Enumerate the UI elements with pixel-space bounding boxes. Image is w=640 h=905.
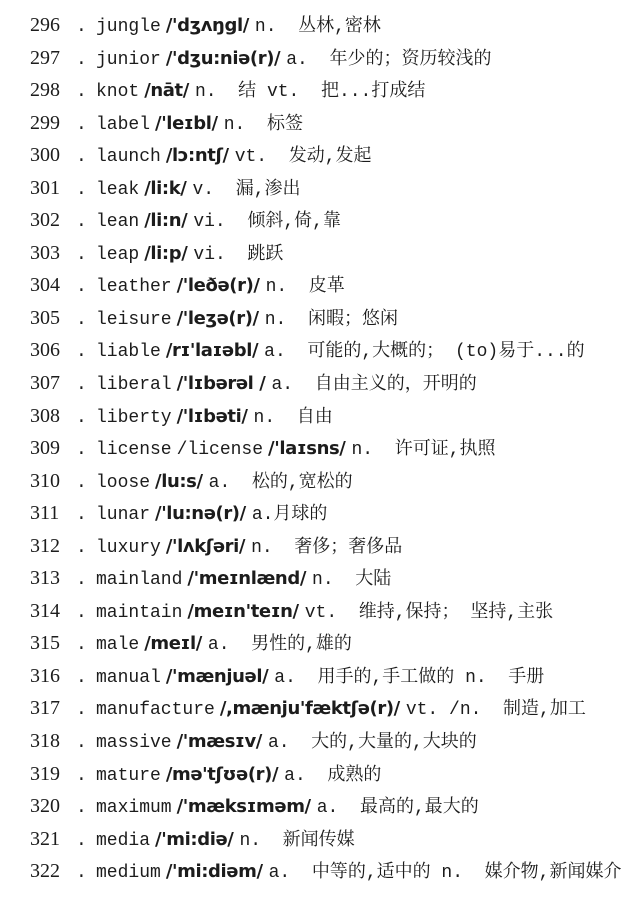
vocab-entry-row [30,204,640,237]
number-separator-dot: . [76,17,87,37]
number-separator-dot: . [76,830,87,851]
entry-number: 313 [30,567,60,590]
vocab-entry-row [30,9,640,42]
entry-phonetic: /'lɪbərəl / [176,373,266,395]
entry-number: 318 [30,730,60,753]
number-separator-dot: . [76,537,87,558]
entry-number: 317 [30,697,60,720]
vocab-entry-row [30,758,640,791]
entry-definition: vt. 发动,发起 [234,147,372,168]
entry-phonetic: /li:k/ [144,177,187,199]
entry-phonetic: /'laɪsns/ [268,438,346,460]
entry-number: 300 [30,144,60,167]
entry-number: 305 [30,306,60,329]
entry-phonetic: /'mæksɪməm/ [176,796,311,818]
entry-word: leak [96,179,140,200]
entry-word: male [96,635,140,656]
entry-definition: v. 漏,渗出 [192,179,301,200]
entry-phonetic: /li:n/ [144,210,188,232]
entry-definition: n. 自由 [253,407,333,428]
entry-phonetic: /mə'tʃʊə(r)/ [165,763,279,785]
entry-phonetic: /'dʒʌŋgl/ [165,15,249,36]
entry-phonetic: /meɪl/ [144,633,202,655]
entry-phonetic: /'mænjuəl/ [165,665,269,687]
entry-number: 298 [30,79,60,102]
entry-word: manufacture [96,700,215,721]
vocab-entry-row [30,497,640,530]
number-separator-dot: . [76,244,87,265]
number-separator-dot: . [76,277,87,298]
entry-phonetic: /'mi:diə/ [155,828,234,850]
number-separator-dot: . [76,505,87,526]
vocab-entry-row [30,42,640,75]
vocab-entry-row [30,530,640,563]
entry-phonetic: /rɪ'laɪəbl/ [165,340,259,362]
vocab-entry-row [30,74,640,107]
number-separator-dot: . [76,472,87,493]
vocab-entry-row [30,172,640,205]
entry-number: 303 [30,241,60,264]
number-separator-dot: . [76,602,87,623]
entry-definition: n. 奢侈；奢侈品 [251,537,403,558]
entry-number: 307 [30,372,60,395]
entry-number: 296 [30,14,60,36]
vocab-entry-row [30,725,640,758]
entry-definition: a. 松的,宽松的 [208,472,353,493]
entry-phonetic: /'leðə(r)/ [176,275,260,297]
entry-word: manual [96,667,161,688]
entry-definition: vt. /n. 制造,加工 [405,700,586,721]
entry-definition: a. 可能的,大概的； (to)易于...的 [264,342,585,363]
entry-number: 321 [30,827,60,850]
entry-number: 322 [30,860,60,883]
entry-definition: vi. 跳跃 [193,244,284,265]
entry-number: 315 [30,632,60,655]
entry-word: knot [96,82,140,103]
number-separator-dot: . [76,375,87,396]
vocab-entry-row [30,139,640,172]
entry-number: 310 [30,469,60,492]
vocab-entry-row [30,465,640,498]
entry-definition: vt. 维持,保持； 坚持,主张 [304,602,554,623]
vocab-entry-row [30,692,640,725]
entry-word: massive [96,733,172,754]
number-separator-dot: . [76,798,87,819]
entry-word: jungle [96,17,161,37]
vocab-entry-row [30,790,640,823]
vocab-entry-row [30,660,640,693]
entry-word: junior [96,49,161,70]
entry-word: liberty [96,407,172,428]
entry-definition: n. 新闻传媒 [239,830,355,851]
entry-definition: a. 年少的；资历较浅的 [286,49,492,70]
entry-number: 320 [30,795,60,818]
entry-phonetic: /'meɪnlænd/ [187,568,307,590]
number-separator-dot: . [76,309,87,330]
entry-word: maximum [96,798,172,819]
entry-phonetic: /'leɪbl/ [155,112,218,134]
vocab-entry-row [30,334,640,367]
entry-definition: a. 用手的,手工做的 n. 手册 [274,667,545,688]
entry-word: launch [96,147,161,168]
entry-definition: vi. 倾斜,倚,靠 [193,212,341,233]
entry-number: 314 [30,599,60,622]
entry-number: 306 [30,339,60,362]
vocab-entry-row [30,269,640,302]
entry-number: 309 [30,437,60,460]
entry-phonetic: /nāt/ [144,80,189,102]
entry-number: 319 [30,762,60,785]
vocab-entry-row [30,400,640,433]
entry-phonetic: /'lɪbəti/ [176,405,248,427]
number-separator-dot: . [76,212,87,233]
entry-number: 302 [30,209,60,232]
entry-number: 316 [30,664,60,687]
vocab-entry-row [30,562,640,595]
vocab-entry-row [30,627,640,660]
number-separator-dot: . [76,49,87,70]
entry-word: leap [96,244,140,265]
entry-definition: n. 皮革 [265,277,345,298]
number-separator-dot: . [76,863,87,884]
vocab-entry-row [30,237,640,270]
entry-phonetic: /'lu:nə(r)/ [155,503,246,525]
entry-word: liable [96,342,161,363]
entry-phonetic: /'leʒə(r)/ [176,307,259,329]
number-separator-dot: . [76,407,87,428]
vocab-entry-row [30,367,640,400]
number-separator-dot: . [76,440,87,461]
number-separator-dot: . [76,733,87,754]
entry-phonetic: /,mænju'fæktʃə(r)/ [219,698,400,720]
entry-number: 297 [30,46,60,69]
number-separator-dot: . [76,82,87,103]
entry-phonetic: /meɪn'teɪn/ [187,600,299,622]
entry-definition: a.月球的 [251,505,328,526]
number-separator-dot: . [76,179,87,200]
entry-definition: a. 自由主义的，开明的 [271,375,477,396]
number-separator-dot: . [76,342,87,363]
vocab-entry-row [30,823,640,856]
entry-word: luxury [96,537,161,558]
vocab-entry-row [30,855,640,888]
entry-word: leisure [96,309,172,330]
entry-phonetic: /'mæsɪv/ [176,731,262,753]
entry-word: medium [96,863,161,884]
entry-phonetic: /'dʒu:niə(r)/ [165,47,281,69]
entry-number: 301 [30,176,60,199]
vocab-entry-row [30,302,640,335]
vocab-entry-row [30,432,640,465]
number-separator-dot: . [76,114,87,135]
entry-definition: a. 成熟的 [284,765,382,786]
entry-phonetic: /lɔ:ntʃ/ [165,145,229,167]
entry-word: label [96,114,151,135]
entry-definition: a. 最高的,最大的 [316,798,479,819]
entry-definition: n. 结 vt. 把...打成结 [194,82,426,103]
entry-word: mature [96,765,161,786]
number-separator-dot: . [76,667,87,688]
entry-word: maintain [96,602,183,623]
entry-definition: n. 大陆 [312,570,392,591]
entry-phonetic: /lu:s/ [155,470,203,492]
entry-word: leather [96,277,172,298]
entry-number: 304 [30,274,60,297]
number-separator-dot: . [76,570,87,591]
entry-phonetic: /li:p/ [144,242,188,264]
entry-definition: n. 闲暇；悠闲 [264,309,398,330]
number-separator-dot: . [76,765,87,786]
number-separator-dot: . [76,700,87,721]
entry-word: lunar [96,505,151,526]
entry-word: media [96,830,151,851]
entry-phonetic: /'lʌkʃəri/ [165,535,246,557]
entry-definition: n. 许可证,执照 [351,440,496,461]
entry-word: loose [96,472,151,493]
entry-number: 311 [30,502,60,525]
entry-definition: a. 男性的,雄的 [207,635,352,656]
entry-word: mainland [96,570,183,591]
entry-definition: n. 丛林,密林 [254,17,381,37]
entry-number: 299 [30,111,60,134]
entry-number: 312 [30,534,60,557]
entry-word: liberal [96,375,172,396]
entry-definition: a. 大的,大量的,大块的 [267,733,477,754]
entry-phonetic: /'mi:diəm/ [165,861,263,883]
vocab-entry-row [30,107,640,140]
entry-number: 308 [30,404,60,427]
number-separator-dot: . [76,635,87,656]
entry-definition: a. 中等的,适中的 n. 媒介物,新闻媒介 [268,863,622,884]
entry-word-repeat: /license [176,440,264,461]
entry-word: license [96,440,172,461]
number-separator-dot: . [76,147,87,168]
entry-word: lean [96,212,140,233]
entry-definition: n. 标签 [223,114,303,135]
vocab-entry-row [30,595,640,628]
